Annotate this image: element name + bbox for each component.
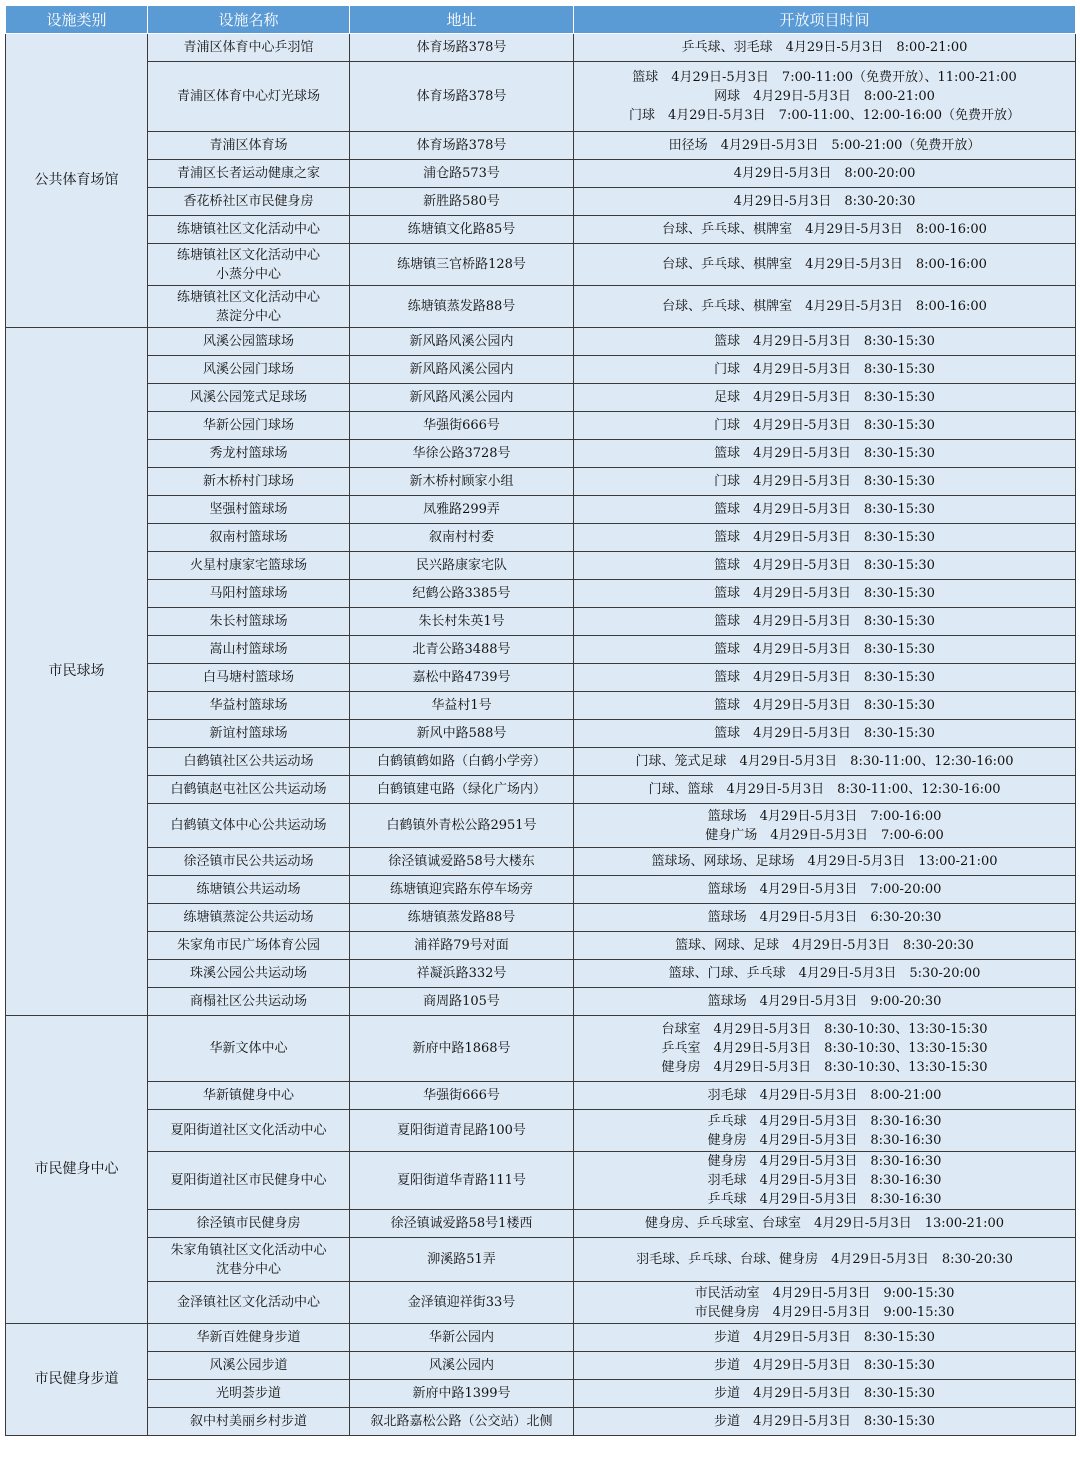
address-cell: 叙南村村委 bbox=[350, 524, 574, 552]
table-row bbox=[6, 188, 1076, 216]
open-time-cell: 田径场 4月29日-5月3日 5:00-21:00（免费开放） bbox=[574, 132, 1076, 160]
address-cell: 白鹤镇建屯路（绿化广场内） bbox=[350, 776, 574, 804]
open-time-cell: 4月29日-5月3日 8:30-20:30 bbox=[574, 188, 1076, 216]
table-row bbox=[6, 1380, 1076, 1408]
address-cell: 祥凝浜路332号 bbox=[350, 960, 574, 988]
facility-name-cell: 白鹤镇赵屯社区公共运动场 bbox=[148, 776, 350, 804]
address-cell: 练塘镇文化路85号 bbox=[350, 216, 574, 244]
open-time-cell: 篮球 4月29日-5月3日 8:30-15:30 bbox=[574, 580, 1076, 608]
facility-name-cell: 朱长村篮球场 bbox=[148, 608, 350, 636]
table-row bbox=[6, 286, 1076, 328]
table-row bbox=[6, 496, 1076, 524]
table-row bbox=[6, 876, 1076, 904]
open-time-cell: 篮球场、网球场、足球场 4月29日-5月3日 13:00-21:00 bbox=[574, 848, 1076, 876]
open-time-cell: 篮球 4月29日-5月3日 8:30-15:30 bbox=[574, 636, 1076, 664]
open-time-cell: 篮球、网球、足球 4月29日-5月3日 8:30-20:30 bbox=[574, 932, 1076, 960]
address-cell: 练塘镇蒸发路88号 bbox=[350, 286, 574, 328]
address-cell: 新木桥村顾家小组 bbox=[350, 468, 574, 496]
open-time-cell: 门球 4月29日-5月3日 8:30-15:30 bbox=[574, 412, 1076, 440]
address-cell: 徐泾镇诚爱路58号1楼西 bbox=[350, 1210, 574, 1238]
table-row bbox=[6, 412, 1076, 440]
facility-name-cell: 叙南村篮球场 bbox=[148, 524, 350, 552]
facility-name-cell: 华新公园门球场 bbox=[148, 412, 350, 440]
table-row bbox=[6, 580, 1076, 608]
facility-name-cell: 华新百姓健身步道 bbox=[148, 1324, 350, 1352]
header-category: 设施类别 bbox=[6, 6, 148, 34]
open-time-cell: 乒乓球 4月29日-5月3日 8:30-16:30 健身房 4月29日-5月3日 8:30-16:30 bbox=[574, 1110, 1076, 1152]
facility-name-cell: 练塘镇公共运动场 bbox=[148, 876, 350, 904]
open-time-cell: 篮球、门球、乒乓球 4月29日-5月3日 5:30-20:00 bbox=[574, 960, 1076, 988]
table-row bbox=[6, 748, 1076, 776]
facility-table bbox=[5, 5, 1076, 1436]
table-row bbox=[6, 62, 1076, 132]
table-row bbox=[6, 384, 1076, 412]
facility-name-cell: 青浦区长者运动健康之家 bbox=[148, 160, 350, 188]
address-cell: 纪鹤公路3385号 bbox=[350, 580, 574, 608]
table-row bbox=[6, 34, 1076, 62]
facility-name-cell: 朱家角市民广场体育公园 bbox=[148, 932, 350, 960]
table-row bbox=[6, 720, 1076, 748]
address-cell: 华新公园内 bbox=[350, 1324, 574, 1352]
table-row bbox=[6, 1082, 1076, 1110]
table-row bbox=[6, 1152, 1076, 1210]
category-cell: 公共体育场馆 bbox=[6, 34, 148, 328]
facility-name-cell: 白马塘村篮球场 bbox=[148, 664, 350, 692]
facility-name-cell: 夏阳街道社区文化活动中心 bbox=[148, 1110, 350, 1152]
facility-name-cell: 朱家角镇社区文化活动中心 沈巷分中心 bbox=[148, 1238, 350, 1282]
facility-name-cell: 白鹤镇社区公共运动场 bbox=[148, 748, 350, 776]
table-row bbox=[6, 356, 1076, 384]
open-time-cell: 篮球场 4月29日-5月3日 9:00-20:30 bbox=[574, 988, 1076, 1016]
open-time-cell: 步道 4月29日-5月3日 8:30-15:30 bbox=[574, 1408, 1076, 1436]
address-cell: 新风路风溪公园内 bbox=[350, 384, 574, 412]
table-row bbox=[6, 552, 1076, 580]
facility-name-cell: 白鹤镇文体中心公共运动场 bbox=[148, 804, 350, 848]
header-address: 地址 bbox=[350, 6, 574, 34]
address-cell: 凤雅路299弄 bbox=[350, 496, 574, 524]
address-cell: 商周路105号 bbox=[350, 988, 574, 1016]
address-cell: 白鹤镇外青松公路2951号 bbox=[350, 804, 574, 848]
address-cell: 新风路风溪公园内 bbox=[350, 328, 574, 356]
address-cell: 练塘镇三官桥路128号 bbox=[350, 244, 574, 286]
facility-name-cell: 商榻社区公共运动场 bbox=[148, 988, 350, 1016]
open-time-cell: 门球、笼式足球 4月29日-5月3日 8:30-11:00、12:30-16:00 bbox=[574, 748, 1076, 776]
facility-name-cell: 珠溪公园公共运动场 bbox=[148, 960, 350, 988]
table-row bbox=[6, 636, 1076, 664]
table-row bbox=[6, 848, 1076, 876]
address-cell: 风溪公园内 bbox=[350, 1352, 574, 1380]
address-cell: 泖溪路51弄 bbox=[350, 1238, 574, 1282]
table-row bbox=[6, 904, 1076, 932]
open-time-cell: 步道 4月29日-5月3日 8:30-15:30 bbox=[574, 1380, 1076, 1408]
table-row bbox=[6, 960, 1076, 988]
address-cell: 嘉松中路4739号 bbox=[350, 664, 574, 692]
open-time-cell: 篮球场 4月29日-5月3日 7:00-16:00 健身广场 4月29日-5月3日 7:00-6:00 bbox=[574, 804, 1076, 848]
address-cell: 新府中路1399号 bbox=[350, 1380, 574, 1408]
open-time-cell: 台球室 4月29日-5月3日 8:30-10:30、13:30-15:30 乒乓室 4月29日-5月3日 8:30-10:30、13:30-15:30 健身房 4月29日-5月3日 8:30-10:30、13:30-15:30 bbox=[574, 1016, 1076, 1082]
facility-name-cell: 夏阳街道社区市民健身中心 bbox=[148, 1152, 350, 1210]
table-row bbox=[6, 1324, 1076, 1352]
address-cell: 朱长村朱英1号 bbox=[350, 608, 574, 636]
open-time-cell: 门球 4月29日-5月3日 8:30-15:30 bbox=[574, 356, 1076, 384]
table-row bbox=[6, 1110, 1076, 1152]
open-time-cell: 市民活动室 4月29日-5月3日 9:00-15:30 市民健身房 4月29日-5月3日 9:00-15:30 bbox=[574, 1282, 1076, 1324]
open-time-cell: 台球、乒乓球、棋牌室 4月29日-5月3日 8:00-16:00 bbox=[574, 286, 1076, 328]
table-row bbox=[6, 328, 1076, 356]
open-time-cell: 健身房 4月29日-5月3日 8:30-16:30 羽毛球 4月29日-5月3日 8:30-16:30 乒乓球 4月29日-5月3日 8:30-16:30 bbox=[574, 1152, 1076, 1210]
table-row bbox=[6, 1408, 1076, 1436]
table-row bbox=[6, 468, 1076, 496]
category-cell: 市民健身中心 bbox=[6, 1016, 148, 1324]
open-time-cell: 步道 4月29日-5月3日 8:30-15:30 bbox=[574, 1352, 1076, 1380]
address-cell: 新胜路580号 bbox=[350, 188, 574, 216]
table-row bbox=[6, 524, 1076, 552]
facility-name-cell: 华新文体中心 bbox=[148, 1016, 350, 1082]
open-time-cell: 4月29日-5月3日 8:00-20:00 bbox=[574, 160, 1076, 188]
table-row bbox=[6, 1238, 1076, 1282]
table-row bbox=[6, 988, 1076, 1016]
facility-name-cell: 风溪公园门球场 bbox=[148, 356, 350, 384]
open-time-cell: 篮球 4月29日-5月3日 8:30-15:30 bbox=[574, 440, 1076, 468]
facility-name-cell: 青浦区体育中心灯光球场 bbox=[148, 62, 350, 132]
address-cell: 金泽镇迎祥街33号 bbox=[350, 1282, 574, 1324]
address-cell: 新府中路1868号 bbox=[350, 1016, 574, 1082]
table-row bbox=[6, 440, 1076, 468]
address-cell: 练塘镇蒸发路88号 bbox=[350, 904, 574, 932]
facility-name-cell: 风溪公园篮球场 bbox=[148, 328, 350, 356]
facility-name-cell: 马阳村篮球场 bbox=[148, 580, 350, 608]
category-cell: 市民健身步道 bbox=[6, 1324, 148, 1436]
address-cell: 浦祥路79号对面 bbox=[350, 932, 574, 960]
address-cell: 夏阳街道华青路111号 bbox=[350, 1152, 574, 1210]
facility-name-cell: 香花桥社区市民健身房 bbox=[148, 188, 350, 216]
table-row bbox=[6, 216, 1076, 244]
open-time-cell: 篮球 4月29日-5月3日 8:30-15:30 bbox=[574, 328, 1076, 356]
facility-name-cell: 风溪公园步道 bbox=[148, 1352, 350, 1380]
facility-name-cell: 叙中村美丽乡村步道 bbox=[148, 1408, 350, 1436]
address-cell: 华益村1号 bbox=[350, 692, 574, 720]
open-time-cell: 健身房、乒乓球室、台球室 4月29日-5月3日 13:00-21:00 bbox=[574, 1210, 1076, 1238]
facility-name-cell: 练塘镇社区文化活动中心 小蒸分中心 bbox=[148, 244, 350, 286]
header-row bbox=[6, 6, 1076, 34]
address-cell: 叙北路嘉松公路（公交站）北侧 bbox=[350, 1408, 574, 1436]
open-time-cell: 台球、乒乓球、棋牌室 4月29日-5月3日 8:00-16:00 bbox=[574, 216, 1076, 244]
facility-name-cell: 华新镇健身中心 bbox=[148, 1082, 350, 1110]
table-row bbox=[6, 1282, 1076, 1324]
address-cell: 新风中路588号 bbox=[350, 720, 574, 748]
open-time-cell: 篮球 4月29日-5月3日 8:30-15:30 bbox=[574, 552, 1076, 580]
table-row bbox=[6, 132, 1076, 160]
open-time-cell: 羽毛球 4月29日-5月3日 8:00-21:00 bbox=[574, 1082, 1076, 1110]
open-time-cell: 篮球 4月29日-5月3日 8:30-15:30 bbox=[574, 496, 1076, 524]
address-cell: 民兴路康家宅队 bbox=[350, 552, 574, 580]
facility-name-cell: 坚强村篮球场 bbox=[148, 496, 350, 524]
facility-name-cell: 徐泾镇市民健身房 bbox=[148, 1210, 350, 1238]
address-cell: 华徐公路3728号 bbox=[350, 440, 574, 468]
open-time-cell: 羽毛球、乒乓球、台球、健身房 4月29日-5月3日 8:30-20:30 bbox=[574, 1238, 1076, 1282]
table-row bbox=[6, 1016, 1076, 1082]
facility-name-cell: 嵩山村篮球场 bbox=[148, 636, 350, 664]
open-time-cell: 篮球场 4月29日-5月3日 7:00-20:00 bbox=[574, 876, 1076, 904]
table-row bbox=[6, 160, 1076, 188]
table-row bbox=[6, 776, 1076, 804]
header-name: 设施名称 bbox=[148, 6, 350, 34]
facility-name-cell: 练塘镇蒸淀公共运动场 bbox=[148, 904, 350, 932]
open-time-cell: 篮球 4月29日-5月3日 8:30-15:30 bbox=[574, 608, 1076, 636]
facility-name-cell: 新木桥村门球场 bbox=[148, 468, 350, 496]
facility-name-cell: 华益村篮球场 bbox=[148, 692, 350, 720]
table-row bbox=[6, 244, 1076, 286]
open-time-cell: 乒乓球、羽毛球 4月29日-5月3日 8:00-21:00 bbox=[574, 34, 1076, 62]
open-time-cell: 篮球 4月29日-5月3日 8:30-15:30 bbox=[574, 524, 1076, 552]
open-time-cell: 篮球 4月29日-5月3日 8:30-15:30 bbox=[574, 692, 1076, 720]
address-cell: 徐泾镇诚爱路58号大楼东 bbox=[350, 848, 574, 876]
facility-name-cell: 徐泾镇市民公共运动场 bbox=[148, 848, 350, 876]
address-cell: 体育场路378号 bbox=[350, 132, 574, 160]
table-row bbox=[6, 608, 1076, 636]
address-cell: 新风路风溪公园内 bbox=[350, 356, 574, 384]
table-row bbox=[6, 1352, 1076, 1380]
open-time-cell: 足球 4月29日-5月3日 8:30-15:30 bbox=[574, 384, 1076, 412]
open-time-cell: 篮球场 4月29日-5月3日 6:30-20:30 bbox=[574, 904, 1076, 932]
address-cell: 夏阳街道青昆路100号 bbox=[350, 1110, 574, 1152]
header-open-time: 开放项目时间 bbox=[574, 6, 1076, 34]
table-row bbox=[6, 932, 1076, 960]
table-row bbox=[6, 1210, 1076, 1238]
address-cell: 白鹤镇鹤如路（白鹤小学旁） bbox=[350, 748, 574, 776]
facility-name-cell: 青浦区体育中心乒羽馆 bbox=[148, 34, 350, 62]
facility-name-cell: 练塘镇社区文化活动中心 bbox=[148, 216, 350, 244]
facility-name-cell: 光明荟步道 bbox=[148, 1380, 350, 1408]
facility-name-cell: 新谊村篮球场 bbox=[148, 720, 350, 748]
facility-name-cell: 秀龙村篮球场 bbox=[148, 440, 350, 468]
table-row bbox=[6, 664, 1076, 692]
address-cell: 北青公路3488号 bbox=[350, 636, 574, 664]
table-row bbox=[6, 692, 1076, 720]
table-body bbox=[6, 34, 1076, 1436]
open-time-cell: 步道 4月29日-5月3日 8:30-15:30 bbox=[574, 1324, 1076, 1352]
facility-name-cell: 火星村康家宅篮球场 bbox=[148, 552, 350, 580]
open-time-cell: 篮球 4月29日-5月3日 7:00-11:00（免费开放）、11:00-21:00 网球 4月29日-5月3日 8:00-21:00 门球 4月29日-5月3日 7:00-11:00、12:00-16:00（免费开放） bbox=[574, 62, 1076, 132]
open-time-cell: 门球 4月29日-5月3日 8:30-15:30 bbox=[574, 468, 1076, 496]
address-cell: 体育场路378号 bbox=[350, 62, 574, 132]
open-time-cell: 台球、乒乓球、棋牌室 4月29日-5月3日 8:00-16:00 bbox=[574, 244, 1076, 286]
facility-name-cell: 风溪公园笼式足球场 bbox=[148, 384, 350, 412]
address-cell: 体育场路378号 bbox=[350, 34, 574, 62]
address-cell: 浦仓路573号 bbox=[350, 160, 574, 188]
facility-name-cell: 金泽镇社区文化活动中心 bbox=[148, 1282, 350, 1324]
category-cell: 市民球场 bbox=[6, 328, 148, 1016]
facility-name-cell: 青浦区体育场 bbox=[148, 132, 350, 160]
table-row bbox=[6, 804, 1076, 848]
open-time-cell: 篮球 4月29日-5月3日 8:30-15:30 bbox=[574, 664, 1076, 692]
address-cell: 华强街666号 bbox=[350, 412, 574, 440]
address-cell: 华强街666号 bbox=[350, 1082, 574, 1110]
facility-name-cell: 练塘镇社区文化活动中心 蒸淀分中心 bbox=[148, 286, 350, 328]
open-time-cell: 篮球 4月29日-5月3日 8:30-15:30 bbox=[574, 720, 1076, 748]
facility-table-wrapper bbox=[5, 5, 1075, 1436]
address-cell: 练塘镇迎宾路东停车场旁 bbox=[350, 876, 574, 904]
open-time-cell: 门球、篮球 4月29日-5月3日 8:30-11:00、12:30-16:00 bbox=[574, 776, 1076, 804]
